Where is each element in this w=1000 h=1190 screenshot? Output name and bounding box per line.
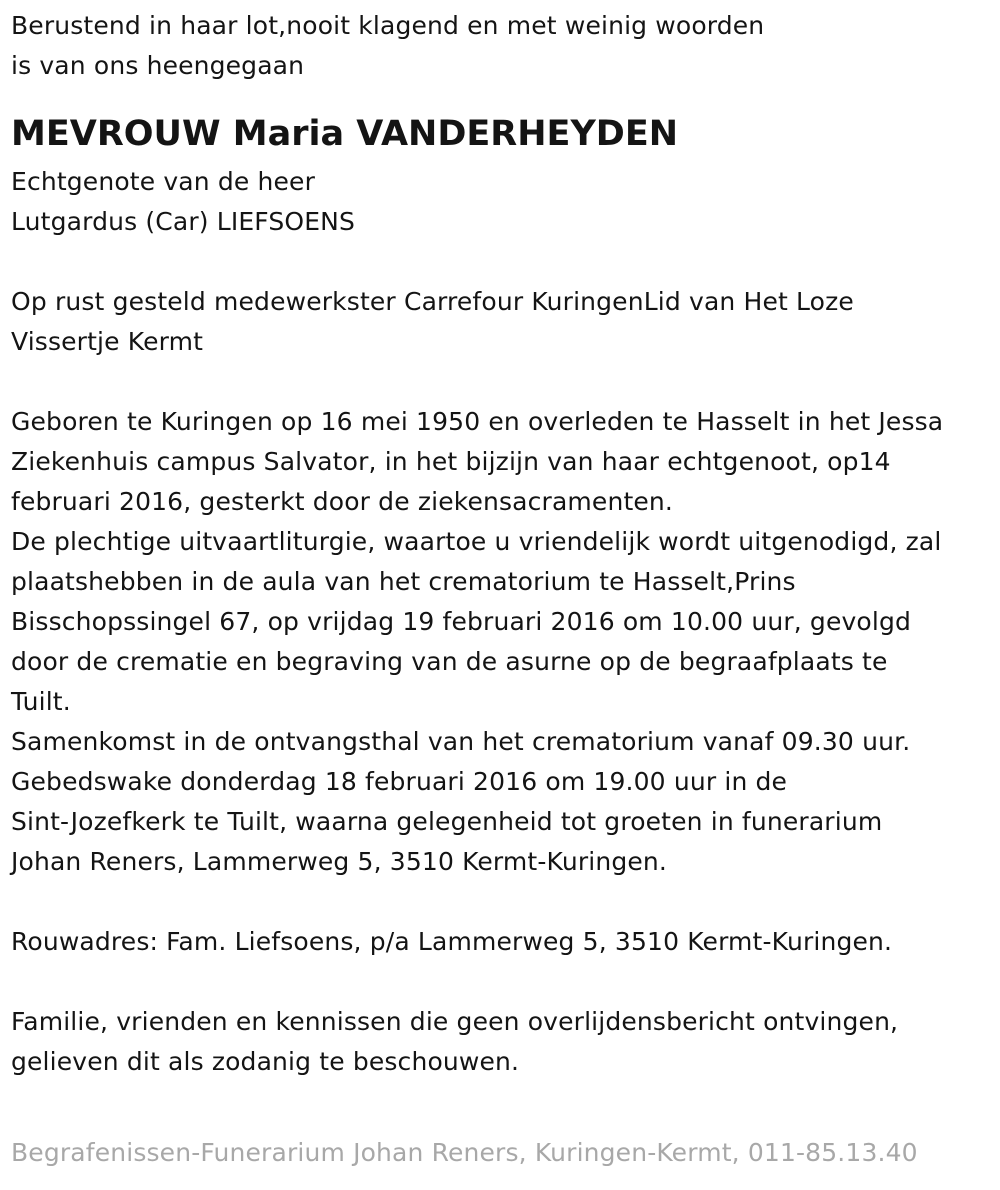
- obituary-notice: [11, 6, 996, 1082]
- details-line: door de crematie en begraving van de asurne op de begraafplaats te: [11, 647, 888, 676]
- occupation-line: Vissertje Kermt: [11, 327, 204, 356]
- mourning-address: Rouwadres: Fam. Liefsoens, p/a Lammerweg 5, 3510 Kermt-Kuringen.: [11, 927, 893, 956]
- spouse-line: Lutgardus (Car) LIEFSOENS: [11, 207, 356, 236]
- details-line: plaatshebben in de aula van het crematorium te Hasselt,Prins: [11, 567, 796, 596]
- details-line: Tuilt.: [11, 687, 71, 716]
- spouse-block: [11, 162, 996, 242]
- intro-block: [11, 6, 996, 86]
- deceased-name: MEVROUW Maria VANDERHEYDEN: [11, 114, 679, 154]
- details-line: Samenkomst in de ontvangsthal van het crematorium vanaf 09.30 uur.: [11, 727, 911, 756]
- spacer: [11, 242, 996, 282]
- details-line: De plechtige uitvaartliturgie, waartoe u vriendelijk wordt uitgenodigd, zal: [11, 527, 942, 556]
- intro-line: is van ons heengegaan: [11, 51, 305, 80]
- occupation-line: Op rust gesteld medewerkster Carrefour KuringenLid van Het Loze: [11, 287, 854, 316]
- spacer: [11, 362, 996, 402]
- intro-line: Berustend in haar lot,nooit klagend en met weinig woorden: [11, 11, 765, 40]
- spacer: [11, 962, 996, 1002]
- closing-line: Familie, vrienden en kennissen die geen overlijdensbericht ontvingen,: [11, 1007, 899, 1036]
- details-block: [11, 402, 996, 882]
- funeral-home-footer: Begrafenissen-Funerarium Johan Reners, Kuringen-Kermt, 011-85.13.40: [11, 1138, 918, 1167]
- spacer: [11, 882, 996, 922]
- details-line: Gebedswake donderdag 18 februari 2016 om 19.00 uur in de: [11, 767, 788, 796]
- closing-line: gelieven dit als zodanig te beschouwen.: [11, 1047, 520, 1076]
- details-line: februari 2016, gesterkt door de ziekensacramenten.: [11, 487, 674, 516]
- closing-block: [11, 1002, 996, 1082]
- details-line: Ziekenhuis campus Salvator, in het bijzijn van haar echtgenoot, op14: [11, 447, 891, 476]
- spouse-line: Echtgenote van de heer: [11, 167, 315, 196]
- details-line: Johan Reners, Lammerweg 5, 3510 Kermt-Kuringen.: [11, 847, 667, 876]
- details-line: Bisschopssingel 67, op vrijdag 19 februari 2016 om 10.00 uur, gevolgd: [11, 607, 912, 636]
- details-line: Geboren te Kuringen op 16 mei 1950 en overleden te Hasselt in het Jessa: [11, 407, 944, 436]
- occupation-block: [11, 282, 996, 362]
- details-line: Sint-Jozefkerk te Tuilt, waarna gelegenheid tot groeten in funerarium: [11, 807, 883, 836]
